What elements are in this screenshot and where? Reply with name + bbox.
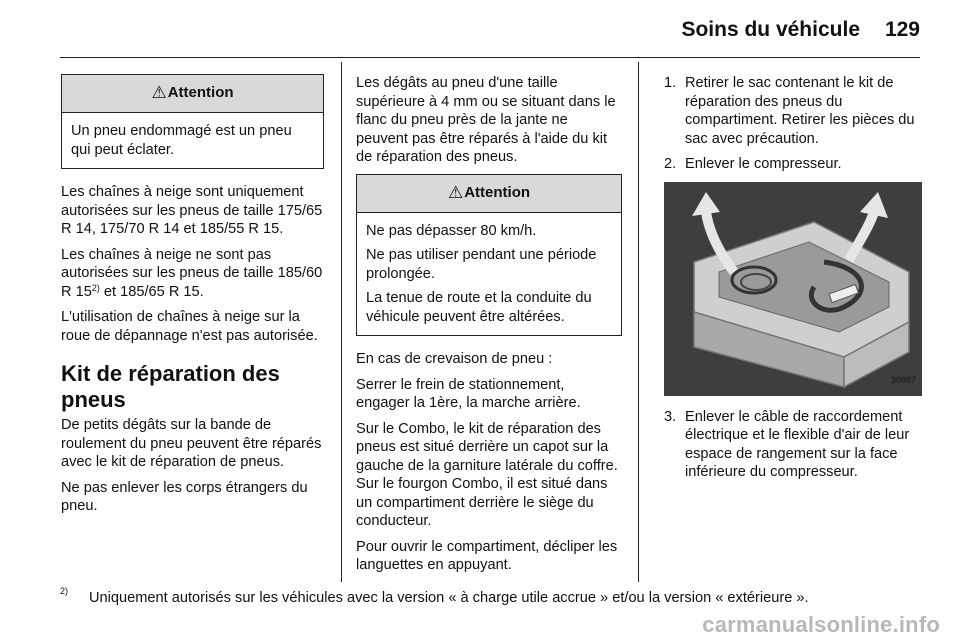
step-text: Enlever le compresseur.: [685, 156, 842, 172]
paragraph: De petits dégâts sur la bande de roulement du pneu peuvent être réparés avec le kit de réparation de pneus.: [61, 417, 322, 470]
attention-text: Un pneu endommagé est un pneu qui peut éclater.: [71, 123, 292, 158]
step-number: 2.: [664, 156, 677, 172]
page-title: Soins du véhicule: [681, 18, 860, 41]
page-number: 129: [884, 18, 920, 41]
section-heading: Kit de réparation des pneus: [61, 361, 280, 412]
footnote-ref: 2): [91, 282, 100, 293]
list-item: [664, 74, 922, 148]
paragraph: Serrer le frein de stationnement, engager la 1ère, la marche arrière.: [356, 376, 581, 411]
warning-triangle-icon: ⚠: [151, 83, 167, 103]
paragraph: Les chaînes à neige sont uniquement autorisées sur les pneus de taille 175/65 R 14, 175/70 R 14 et 185/55 R 15.: [61, 184, 323, 237]
step-number: 3.: [664, 408, 677, 425]
attention-body: [357, 213, 621, 336]
step-text: Enlever le câble de raccordement électrique et le flexible d'air de leur espace de rangement sur la face inférieure du compresseur.: [685, 408, 910, 480]
paragraph-text: Les chaînes à neige ne sont pas autorisées sur les pneus de taille 185/60 R 15: [61, 246, 323, 300]
paragraph: [61, 246, 324, 302]
figure-code: 30057: [890, 375, 916, 385]
watermark: carmanualsonline.info: [702, 612, 940, 637]
list-item: [664, 155, 922, 174]
steps-list: [664, 408, 922, 482]
paragraph: Sur le Combo, le kit de réparation des pneus est situé derrière un capot sur la gauche de la garniture latérale du coffre. Sur le fourgon Combo, il est situé dans un compartiment derrière le siège du conducteur.: [356, 420, 618, 529]
step-number: 1.: [664, 75, 677, 91]
attention-label: Attention: [464, 183, 531, 201]
paragraph: Pour ouvrir le compartiment, décliper les languettes en appuyant.: [356, 538, 618, 573]
paragraph: Les dégâts au pneu d'une taille supérieure à 4 mm ou se situant dans le flanc du pneu près de la jante ne peuvent pas être réparés à l'aide du kit de réparation des pneus.: [356, 75, 616, 165]
steps-list: [664, 74, 922, 174]
paragraph-text: et 185/65 R 15.: [99, 283, 204, 300]
footnote-mark: 2): [60, 586, 69, 596]
attention-line: La tenue de route et la conduite du véhicule peuvent être altérées.: [366, 290, 592, 325]
column-middle: [356, 74, 622, 582]
footnote-text: Uniquement autorisés sur les véhicules avec la version « à charge utile accrue » et/ou la version « extérieure ».: [89, 590, 809, 606]
attention-line: Ne pas utiliser pendant une période prolongée.: [366, 247, 597, 282]
attention-box: [61, 74, 324, 169]
attention-box: [356, 174, 622, 337]
step-text: Retirer le sac contenant le kit de réparation des pneus du compartiment. Retirer les pièces du sac avec précaution.: [685, 75, 915, 147]
compressor-drawing: [664, 182, 922, 396]
attention-header: [357, 175, 621, 213]
attention-line: Ne pas dépasser 80 km/h.: [366, 222, 537, 239]
paragraph: En cas de crevaison de pneu :: [356, 351, 553, 367]
warning-triangle-icon: ⚠: [447, 182, 464, 202]
list-item: [664, 408, 922, 482]
attention-label: Attention: [167, 84, 234, 102]
column-left: [61, 74, 324, 523]
attention-header: [62, 75, 323, 113]
paragraph: Ne pas enlever les corps étrangers du pneu.: [61, 479, 308, 514]
column-divider: [638, 62, 639, 582]
column-right: [664, 74, 922, 489]
compressor-illustration: [664, 182, 922, 396]
page-header: [0, 0, 960, 60]
paragraph: L'utilisation de chaînes à neige sur la roue de dépannage n'est pas autorisée.: [61, 309, 318, 344]
attention-body: [62, 113, 323, 168]
header-rule: [60, 57, 920, 58]
column-divider: [341, 62, 342, 582]
